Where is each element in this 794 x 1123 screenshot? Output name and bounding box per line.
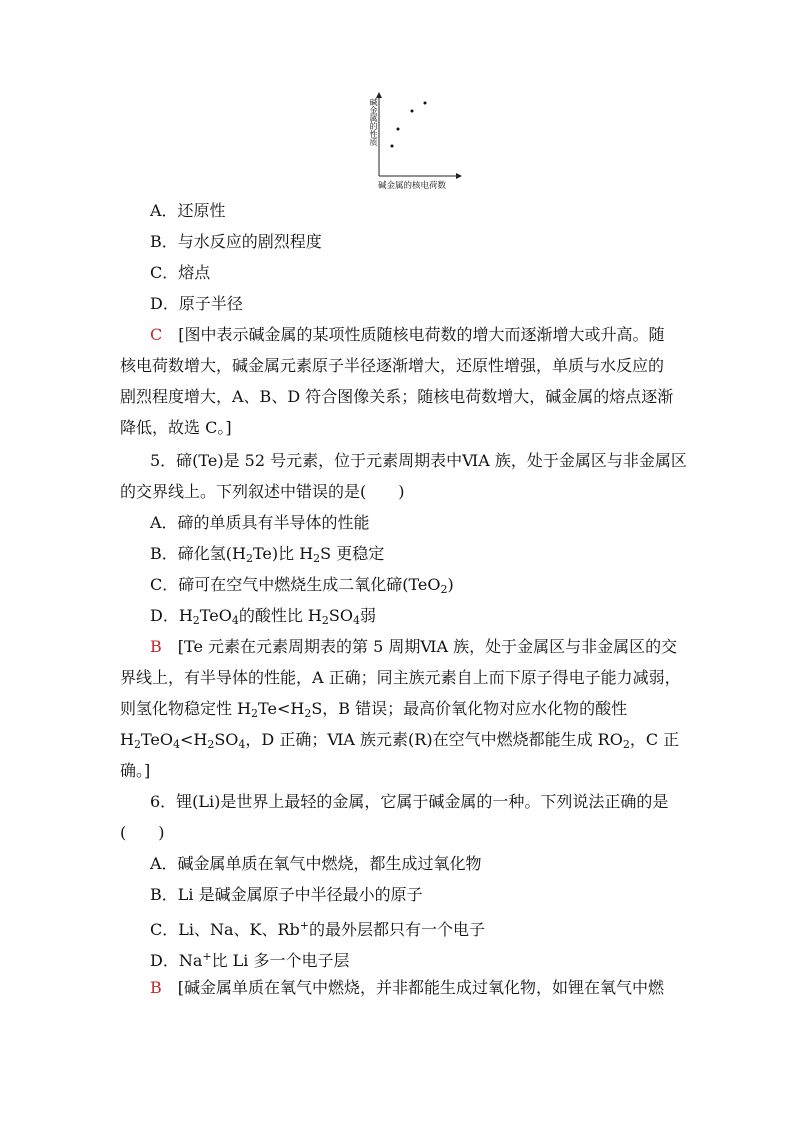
q4-option-d: D．原子半径 <box>150 294 243 313</box>
q4-option-a: A．还原性 <box>150 201 226 220</box>
q5-option-b: B．碲化氢$(H_2Te)$比 $H_2S$ 更稳定 <box>150 544 385 565</box>
q6-option-d: D．Na+比 Li 多一个电子层 <box>150 950 350 970</box>
q6-option-c: C．Li、Na、K、Rb+的最外层都只有一个电子 <box>150 919 486 939</box>
chart-point <box>424 102 427 105</box>
q5-option-c: C．碲可在空气中燃烧生成二氧化碲(TeO$_2$) <box>150 575 454 596</box>
q4-explain-0: [图中表示碱金属的某项性质随核电荷数的增大而逐渐增大或升高。随 <box>178 325 665 344</box>
property-chart <box>364 92 464 192</box>
q4-answer: C <box>150 325 163 344</box>
chart-svg <box>364 92 464 192</box>
q5-option-d: D．$H_2TeO_4$的酸性比 $H_2SO_4$弱 <box>150 606 376 627</box>
chart-point <box>411 110 414 113</box>
q6-explain-line: B [碱金属单质在氧气中燃烧，并非都能生成过氧化物，如锂在氧气中燃 <box>150 978 665 997</box>
q5-answer: B <box>150 637 162 656</box>
q4-option-c: C．熔点 <box>150 263 211 282</box>
q6-stem-1: ( ) <box>120 823 165 842</box>
q5-explain-5: 确。] <box>120 761 151 780</box>
x-axis-arrow <box>456 173 462 179</box>
q5-explain-4: $H_2TeO_4<H_2SO_4$，D 正确；ⅥA 族元素(R)在空气中燃烧都能生成 $RO_2$，C 正 <box>120 730 680 751</box>
q4-explain-2: 剧烈程度增大，A、B、D 符合图像关系；随核电荷数增大，碱金属的熔点逐渐 <box>120 387 674 406</box>
q6-stem-0: 6．锂(Li)是世界上最轻的金属，它属于碱金属的一种。下列说法正确的是 <box>150 792 669 811</box>
q5-explain-2: 界线上，有半导体的性能，A 正确；同主族元素自上而下原子得电子能力减弱， <box>120 668 681 687</box>
q5-stem-0: 5．碲(Te)是 52 号元素，位于元素周期表中ⅥA 族，处于金属区与非金属区 <box>150 451 687 470</box>
chart-y-label: 碱金属的性质 <box>369 98 378 146</box>
chart-x-label: 碱金属的核电荷数 <box>378 181 447 191</box>
q6-answer: B <box>150 978 162 997</box>
q4-explain-line <box>150 324 665 346</box>
chart-point <box>391 145 394 148</box>
q4-option-b: B．与水反应的剧烈程度 <box>150 232 322 251</box>
chart-point <box>397 128 400 131</box>
q5-explain-3: 则氢化物稳定性 $H_2Te<H_2S$，B 错误；最高价氧化物对应水化物的酸性 <box>120 699 628 720</box>
q6-option-a: A．碱金属单质在氧气中燃烧，都生成过氧化物 <box>150 854 482 873</box>
q5-option-a: A．碲的单质具有半导体的性能 <box>150 513 370 532</box>
q4-explain-1: 核电荷数增大，碱金属元素原子半径逐渐增大，还原性增强，单质与水反应的 <box>120 356 665 375</box>
q5-stem-1: 的交界线上。下列叙述中错误的是( ) <box>120 482 405 501</box>
q4-explain-3: 降低，故选 C。] <box>120 418 232 437</box>
q6-option-b: B．Li 是碱金属原子中半径最小的原子 <box>150 885 423 904</box>
q5-explain-line: B [Te 元素在元素周期表的第 5 周期ⅥA 族，处于金属区与非金属区的交 <box>150 637 678 656</box>
